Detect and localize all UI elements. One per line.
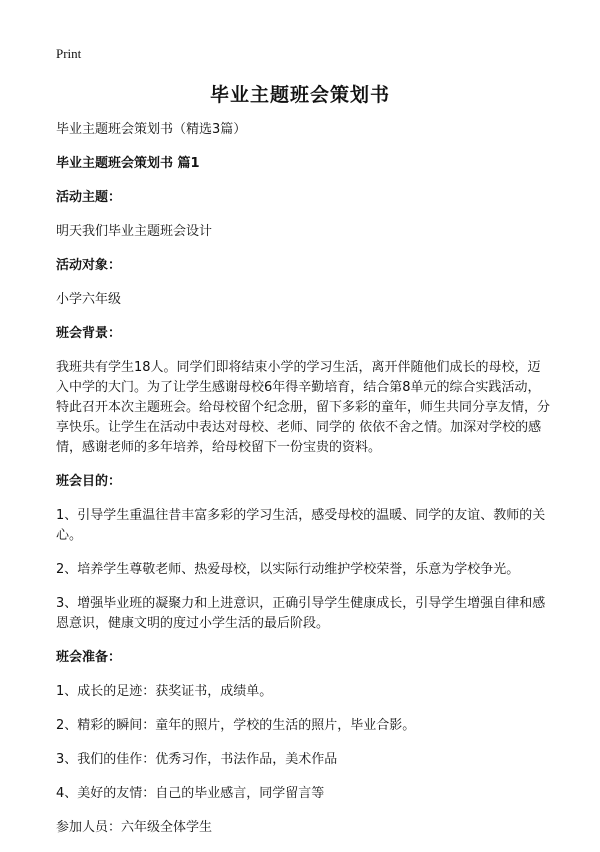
- purpose-heading: 班会目的：: [56, 474, 122, 489]
- document-body: [56, 120, 552, 852]
- print-link[interactable]: Print: [56, 46, 82, 61]
- prep-heading: 班会准备：: [56, 650, 122, 665]
- target-text: 小学六年级: [56, 292, 122, 307]
- document-title: 毕业主题班会策划书: [209, 84, 390, 106]
- theme-text: 明天我们毕业主题班会设计: [56, 224, 213, 239]
- purpose-item: 3、增强毕业班的凝聚力和上进意识，正确引导学生健康成长，引导学生增强自律和感恩意识，健康文明的度过小学生活的最后阶段。: [56, 596, 546, 631]
- prep-item: 1、成长的足迹：获奖证书，成绩单。: [56, 684, 273, 699]
- section-title: 毕业主题班会策划书 篇1: [56, 156, 200, 171]
- purpose-item: 2、培养学生尊敬老师、热爱母校，以实际行动维护学校荣誉，乐意为学校争光。: [56, 562, 520, 577]
- prep-item: 2、精彩的瞬间：童年的照片，学校的生活的照片，毕业合影。: [56, 718, 416, 733]
- prep-item: 4、美好的友情：自己的毕业感言，同学留言等: [56, 786, 325, 801]
- theme-heading: 活动主题：: [56, 190, 122, 205]
- document-subtitle: 毕业主题班会策划书（精选3篇）: [56, 122, 247, 137]
- participants-text: 参加人员：六年级全体学生: [56, 820, 213, 835]
- background-text: 我班共有学生18人。同学们即将结束小学的学习生活，离开伴随他们成长的母校，迈入中学的大门。为了让学生感谢母校6年得辛勤培育，结合第8单元的综合实践活动，特此召开本次主题班会。给母校留个纪念册，留下多彩的童年，师生共同分享友情，分享快乐。让学生在活动中表达对母校、老师、同学的 依依不舍之情。加深对学校的感情，感谢老师的多年培养，给母校留下一份宝贵的资料。: [56, 360, 551, 455]
- prep-item: 3、我们的佳作：优秀习作，书法作品，美术作品: [56, 752, 338, 767]
- target-heading: 活动对象：: [56, 258, 122, 273]
- purpose-item: 1、引导学生重温往昔丰富多彩的学习生活，感受母校的温暖、同学的友谊、教师的关心。: [56, 508, 546, 543]
- background-heading: 班会背景：: [56, 326, 122, 341]
